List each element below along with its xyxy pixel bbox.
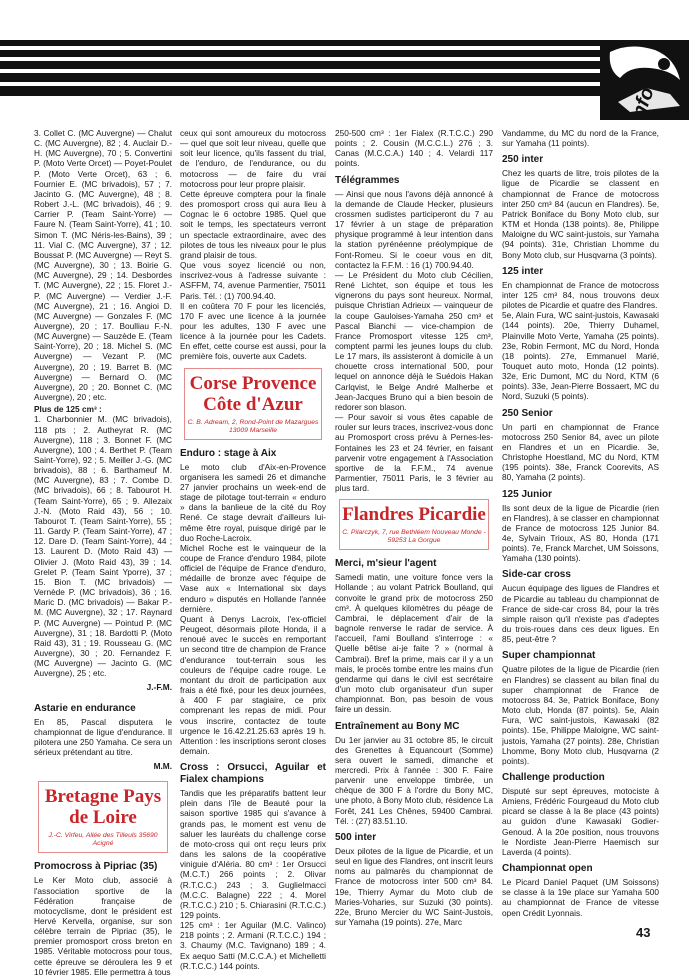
article-text: Quatre pilotes de la ligue de Picardie (rien en Flandres) se classent au bilan final du super championnat de France de motocross 84. 3e, Patrick Boniface, Bony Moto club, Honda (87 points). 5e, Alain Fura, WC saint-justois, Kawasaki (82 points). 15e, Philippe Maloigne, WC saint-justois, Yamaha (27 points). 28e, Christian Lhomme, Bony Moto club, Husqvarna (2 points). bbox=[502, 664, 659, 766]
region-box-bretagne bbox=[38, 781, 168, 853]
article-text: En 85, Pascal disputera le championnat de ligue d'endurance. Il pilotera une 250 Yamaha. Ce sera un sérieux prétendant au titre. bbox=[34, 716, 172, 758]
article-text: Vandamme, du MC du nord de la France, sur Yamaha (11 points). bbox=[502, 128, 659, 149]
article-heading: Enduro : stage à Aix bbox=[180, 447, 277, 459]
article-heading: Challenge production bbox=[502, 771, 605, 783]
article-heading: 125 Junior bbox=[502, 488, 553, 500]
article-heading: Cross : Orsucci, Aguilar et Fialex champions bbox=[180, 762, 326, 786]
article-text: En championnat de France de motocross inter 125 cm³ 84, nous trouvons deux pilotes de Picardie et quatre des Flandres. 5e, Alain Fura, WC saint-justois, Kawasaki (144 points). 20e, Thierry Duhamel, Plainville Moto Verte, Yamaha (25 points). 23e, Robin Fermont, MC du Nord, Honda (18 points). 27e, Emmanuel Marié, Touquet auto moto, Honda (12 points). 32e, Eric Dumont, MC du Nord, KTM (6 points). 33e, Jean-Pierre Bossaert, MC du Nord, Suzuki (5 points). bbox=[502, 279, 659, 402]
article-text: — Ainsi que nous l'avons déjà annoncé à la demande de Claude Hecker, plusieurs crossmen sudistes participeront du 7 au 17 février à un stage de préparation physique programmé à leur intention dans la station pyrénéenne préolympique de Font-Romeu. Si le coeur vous en dit, contactez la F.F.M. : 16 (1) 700.94.40. — Le Président du Moto club Cécilien, René Lichtet, son équipe et tous les vignerons du pays sont heureux. Normal, puisque Christian Adrieux — vainqueur de la coupe Gauloises-Yamaha 250 cm³ et Pascal Bianchi — vice-champion de France Promosport vitesse 125 cm³, comptent parmi les jeunes loups du club. Le 17 mars, ils assisteront à domicile à un chouette cross international 500, pour lequel on annonce déjà le Suédois Hakan Carlqvist, le Belge André Malherbe et Jean-Jacques Bruno qui a bien besoin de redorer son blason. — Pour savoir si vous êtes capable de rouler sur leurs traces, inscrivez-vous donc au Promosport cross prévu à Pernes-les-Fontaines les 23 et 24 février, en faisant parvenir votre engagement à l'Association sportive de la F.F.M., 74 avenue Parmentier, 75011 Paris, le 3 février au plus tard. bbox=[335, 188, 493, 494]
article-heading: 250 Senior bbox=[502, 407, 553, 419]
article-text: Ils sont deux de la ligue de Picardie (rien en Flandres), à se classer en championnat de France de motocross 125 Junior 84. 4e, Sylvain Trioux, AS 80, Honda (171 points). 7e, Franck Marchet, UM Soissons, Yamaha (130 points). bbox=[502, 502, 659, 564]
article-text: Aucun équipage des ligues de Flandres et de Picardie au tableau du championnat de France de side-car cross 84, pour la très simple raison qu'il n'existe pas d'adeptes du trois-roues dans ces deux ligues. En 85, peut-être ? bbox=[502, 583, 659, 645]
article-heading: Promocross à Pipriac (35) bbox=[34, 861, 158, 873]
article-text: Tandis que les préparatifs battent leur plein dans l'île de Beauté pour la saison sportive 1985 qui s'avance à grands pas, le moment est venu de saluer les lauréats du challenge corse de moto-cross qui ont reçu leurs prix dans les salons de la coopérative viniguie d'Aléria. 80 cm³ : 1er Orsucci (M.C.T.) 266 points ; 2. Olivar (R.T.C.C.) 243 ; 3. Guglielmacci (M.C.C. Balagne) 222 ; 4. Morel (R.T.C.C.) 210 ; 5. Chiarasini (R.T.C.C.) 129 points. 125 cm³ : 1er Aguilar (M.C. Valinco) 218 points ; 2. Armani (R.T.C.C.) 194 ; 3. Chaumy (M.C. Tavignano) 189 ; 4. Ex aequo Satti (M.C.C.A.) et Michelletti (R.T.C.C.) 144 points. bbox=[180, 788, 326, 971]
page-number: 43 bbox=[636, 925, 651, 940]
article-heading: 125 inter bbox=[502, 265, 544, 277]
article-heading: Side-car cross bbox=[502, 569, 571, 581]
article-text: Le Picard Daniel Paquet (UM Soissons) se classe à la 19e place sur Yamaha 500 au championnat de France de vitesse open Crédit Lyonnais. bbox=[502, 877, 659, 918]
article-heading: Super championnat bbox=[502, 650, 596, 662]
article-heading: Télégrammes bbox=[335, 174, 400, 186]
article-text: Un parti en championnat de France motocross 250 Senior 84, avec un pilote en Flandres et un en Picardie. 3e, Christophe Hoestland, MC du Nord, KTM (195 points). 38e, Franck Coorevits, AS 80, Yamaha (2 points). bbox=[502, 421, 659, 483]
region-box-corse bbox=[184, 368, 322, 440]
article-heading: Entraînement au Bony MC bbox=[335, 720, 460, 732]
article-text: Chez les quarts de litre, trois pilotes de la ligue de Picardie se classent en championnat de France de motocross inter 250 cm³ 84 (aucun en Flandres). 5e, Patrick Boniface du Bony Moto club, sur KTM et Honda (138 points). 8e, Philippe Maloigne du WC saint-justois, sur Yamaha (94 points). 31e, Christian Lhomme du Bony Moto club, sur Husqvarna (3 points). bbox=[502, 168, 659, 260]
column-3 bbox=[335, 128, 493, 927]
article-text: 250-500 cm³ : 1er Fialex (R.T.C.C.) 290 points ; 2. Cousin (M.C.C.L.) 276 ; 3. Canas (M.C.C.A.) 140 ; 4. Velardi 117 points. bbox=[335, 128, 493, 169]
article-text: Le moto club d'Aix-en-Provence organisera les samedi 26 et dimanche 27 janvier prochains un week-end de stage de pilotage tout-terrain « enduro » dans la banlieue de la cité du Roy René. Ce stage devrait d'ailleurs lui-même être royal, puisque dirigé par le duo Roche-Lacroix. Michel Roche est le vainqueur de la coupe de France d'enduro 1984, pilote officiel de l'équipe de France d'enduro, médaille de bronze avec l'équipe de Vase aux « International six days enduro » disputés en Hollande l'année dernière. Quant à Denys Lacroix, l'ex-officiel Peugeot, désormais pilote Honda, il a renoué avec le succès en remportant un second titre de champion de France d'endurance tout-terrain sous les couleurs de l'équipe cadre rouge. Le montant du droit de participation aux frais a été fixé, pour les deux journées, à 400 F par stagiaire, ce prix comprenant les repas de midi. Pour vous inscrire, contactez de toute urgence le 16.42.21.25.63 après 19 h. Attention : les inscriptions seront closes demain. bbox=[180, 461, 326, 756]
author-signature: M.M. bbox=[153, 761, 172, 772]
article-heading: Merci, m'sieur l'agent bbox=[335, 558, 437, 570]
column-1 bbox=[34, 128, 172, 977]
region-address: C. B. Adream, 2, Rond-Point de Mazargues 13009 Marseille bbox=[187, 418, 319, 434]
region-title: Corse Provence Côte d'Azur bbox=[189, 372, 317, 415]
infos-logo bbox=[600, 40, 689, 120]
article-text: Disputé sur sept épreuves, motociste à Amiens, Frédéric Fourgeaud du Moto club picard se classe à la 8e place (43 points) au guidon d'une Kawasaki Godier-Genoud. À la 20e position, nous trouvons le Nordiste Jean-Pierre Haemisch sur Laverda (4 points). bbox=[502, 785, 659, 857]
article-text: ceux qui sont amoureux du motocross — quel que soit leur niveau, quelle que soit leur licence, qu'ils fassent du trial, de l'enduro, de l'endurance, ou du motocross — de faire du vrai motocross pour leur propre plaisir. Cette épreuve comptera pour la finale des promosport cross qui aura lieu à Cognac le 6 octobre 1985. Quel que soit le temps, les spectateurs verront un spectacle extraordinaire, avec des pilotes de tous les niveaux pour le plus grand plaisir de tous. Que vous soyez licencié ou non, inscrivez-vous à l'adresse suivante : ASFFM, 74, avenue Parmentier, 75011 Paris. Tél. : (1) 700.94.40. Il en coûtera 70 F pour les licenciés, 170 F avec une licence à la journée pour les adultes, 130 F avec une licence à la journée pour les Cadets. En effet, cette course est aussi, pour la première fois, ouverte aux Cadets. bbox=[180, 128, 326, 362]
article-heading: 500 inter bbox=[335, 831, 377, 843]
results-text: 1. Charbonnier M. (MC brivadois), 118 pts ; 2. Autheyrat R. (MC Auvergne), 118 ; 3. Bonnet F. (MC Auvergne), 100 ; 4. Berthet P. (Team Saint-Yorre), 92 ; 5. Meiller J.-G. (MC brivadois), 88 ; 6. Barthameuf M. (MC Auvergne), 83 ; 7. Combe D. (MC brivadois), 66 ; 8. Tabourot H. (Team Saint-Yorre), 65 ; 9. Allezaix J.-N. (Moto Raid 43), 56 ; 10. Tabourot T. (Team Saint-Yorre), 55 ; 11. Gardy P. (Team Saint-Yorre), 47 ; 12. Dare D. (Team Saint-Yorre), 44 ; 13. Laurent D. (Moto Raid 43) — Olivier J. (Moto Raid 43), 39 ; 14. Grelet P. (Team Saint Yporre), 37 ; 15. Bion T. (MC brivadois) — Vernède P. (MC brivadois), 36 ; 16. Maric D. (MC brivadois) — Bakar P.-M. (MC Auvergne), 32 ; 17. Raynard P. (MC Auvergne) — Pointud P. (MC Auvergne), 31 ; 18. Bardotti P. (Moto Raid 43), 31 ; 19. Rousseau G. (MC Auvergne), 30 ; 20. Fernandez F. (MC Auvergne) — Jacinto G. (MC Auvergne), 25 ; etc. bbox=[34, 414, 172, 679]
article-heading: Championnat open bbox=[502, 863, 593, 875]
column-2 bbox=[180, 128, 326, 971]
svg-text:infos: infos bbox=[625, 73, 663, 120]
article-text: Le Ker Moto club, associé à l'association sportive de la Fédération française de motocyclisme, dont le président est Hervé Kervella, organise, sur son célèbre terrain de Pipriac (35), le premier promosport cross breton en 1985. Véritable motocross pour tous, cette épreuve se déroulera les 9 et 10 février 1985. Elle permettra à tous bbox=[34, 875, 172, 977]
author-signature: J.-F.M. bbox=[146, 682, 172, 693]
subheading: Plus de 125 cm³ : bbox=[34, 404, 102, 415]
region-box-flandres bbox=[339, 499, 489, 550]
region-title: Bretagne Pays de Loire bbox=[44, 786, 162, 829]
region-title: Flandres Picardie bbox=[342, 504, 486, 526]
results-text: 3. Collet C. (MC Auvergne) — Chalut C. (MC Auvergne), 82 ; 4. Auclair D.-H. (MC Auvergne), 70 ; 5. Convertini P. (Moto Verte Orcet) — Poyet-Poulet P. (Moto Verte Orcet), 63 ; 6. Fournier E. (MC brivadois), 57 ; 7. Jacinto G. (MC Auvergne), 48 ; 8. Robert J.-L. (MC brivadois), 46 ; 9. Carrier P. (Team Saint-Yorre) — Faure N. (Team Saint-Yorre), 41 ; 10. Simon T. (MC Néris-les-Bains), 39 ; 11. Vial C. (MC Auvergne), 37 ; 12. Boussat P. (MC Auvergne) — Reyt S. (MC Auvergne), 30 ; 13. Boirie G. (MC Auvergne), 29 ; 14. Desbordes T. (MC Auvergne), 22 ; 15. Floret J.-P. (MC Auvergne) — Verdier J.-F. (MC Auvergne), 21 ; 16. Angioi D. (MC Auvergne) — Gonzales F. (MC Auvergne), 20 ; 17. Boulliau F.-N. (MC Auvergne) — Sauzède E. (Team Saint-Yorre), 20 ; 18. Michel S. (MC Auvergne) — Vezant P. (MC Auvergne), 20 ; 19. Barret B. (MC Auvergne) — Bernard O. (MC Auvergne), 20 ; 20. Bonnet C. (MC Auvergne), 20 ; etc. bbox=[34, 128, 172, 403]
region-address: C. Pilarczyk, 7, rue Bethléem Nouveau Monde - 59253 La Gorgue bbox=[342, 529, 486, 545]
article-text: Samedi matin, une voiture fonce vers la Hollande ; au volant Patrick Boulland, qui convoite le grand prix de motocross 250 cm³. À quelques kilomètres du péage de Cambrai, le déplacement d'air de la bagnole renverse le radar de service. À l'accueil, l'ami Boulland s'interroge : « Quelle bêtise ai-je faite ? » (normal à Cambrai). Bref la prime, mais car il y a un mais, le procès tombe entre les mains d'un gendarme qui dans le civil est secrétaire d'un moto club organisateur d'un super championnat. Bon, pas besoin de vous faire un dessin. bbox=[335, 572, 493, 715]
header-stripes bbox=[0, 40, 689, 100]
article-heading: Astarie en endurance bbox=[34, 702, 136, 714]
article-text: Deux pilotes de la ligue de Picardie, et un seul en ligue des Flandres, ont inscrit leurs noms au palmarès du championnat de France de motocross inter 500 cm³ 84. 19e, Thierry Aymar du Moto club de Maries-Voharies, sur Suzuki (30 points). 22e, Bruno Mercier du WC Saint-Justois, sur Yamaha (19 points). 27e, Marc bbox=[335, 845, 493, 927]
column-4 bbox=[502, 128, 659, 918]
article-heading: 250 inter bbox=[502, 154, 544, 166]
article-text: Du 1er janvier au 31 octobre 85, le circuit des Grenettes à Equancourt (Somme) sera ouvert le samedi, dimanche et mercredi. Prix à l'année : 300 F. Faire parvenir une enveloppe timbrée, un chèque de 300 F à l'ordre du Bony MC, une photo, à Bony Moto club, résidence La Forêt, 241 Les Chênes, 59400 Cambrai. Tél. : (27) 83.51.10. bbox=[335, 734, 493, 826]
region-address: J.-C. Virfeu, Allée des Tilleuls 35690 Acigné bbox=[48, 832, 158, 848]
